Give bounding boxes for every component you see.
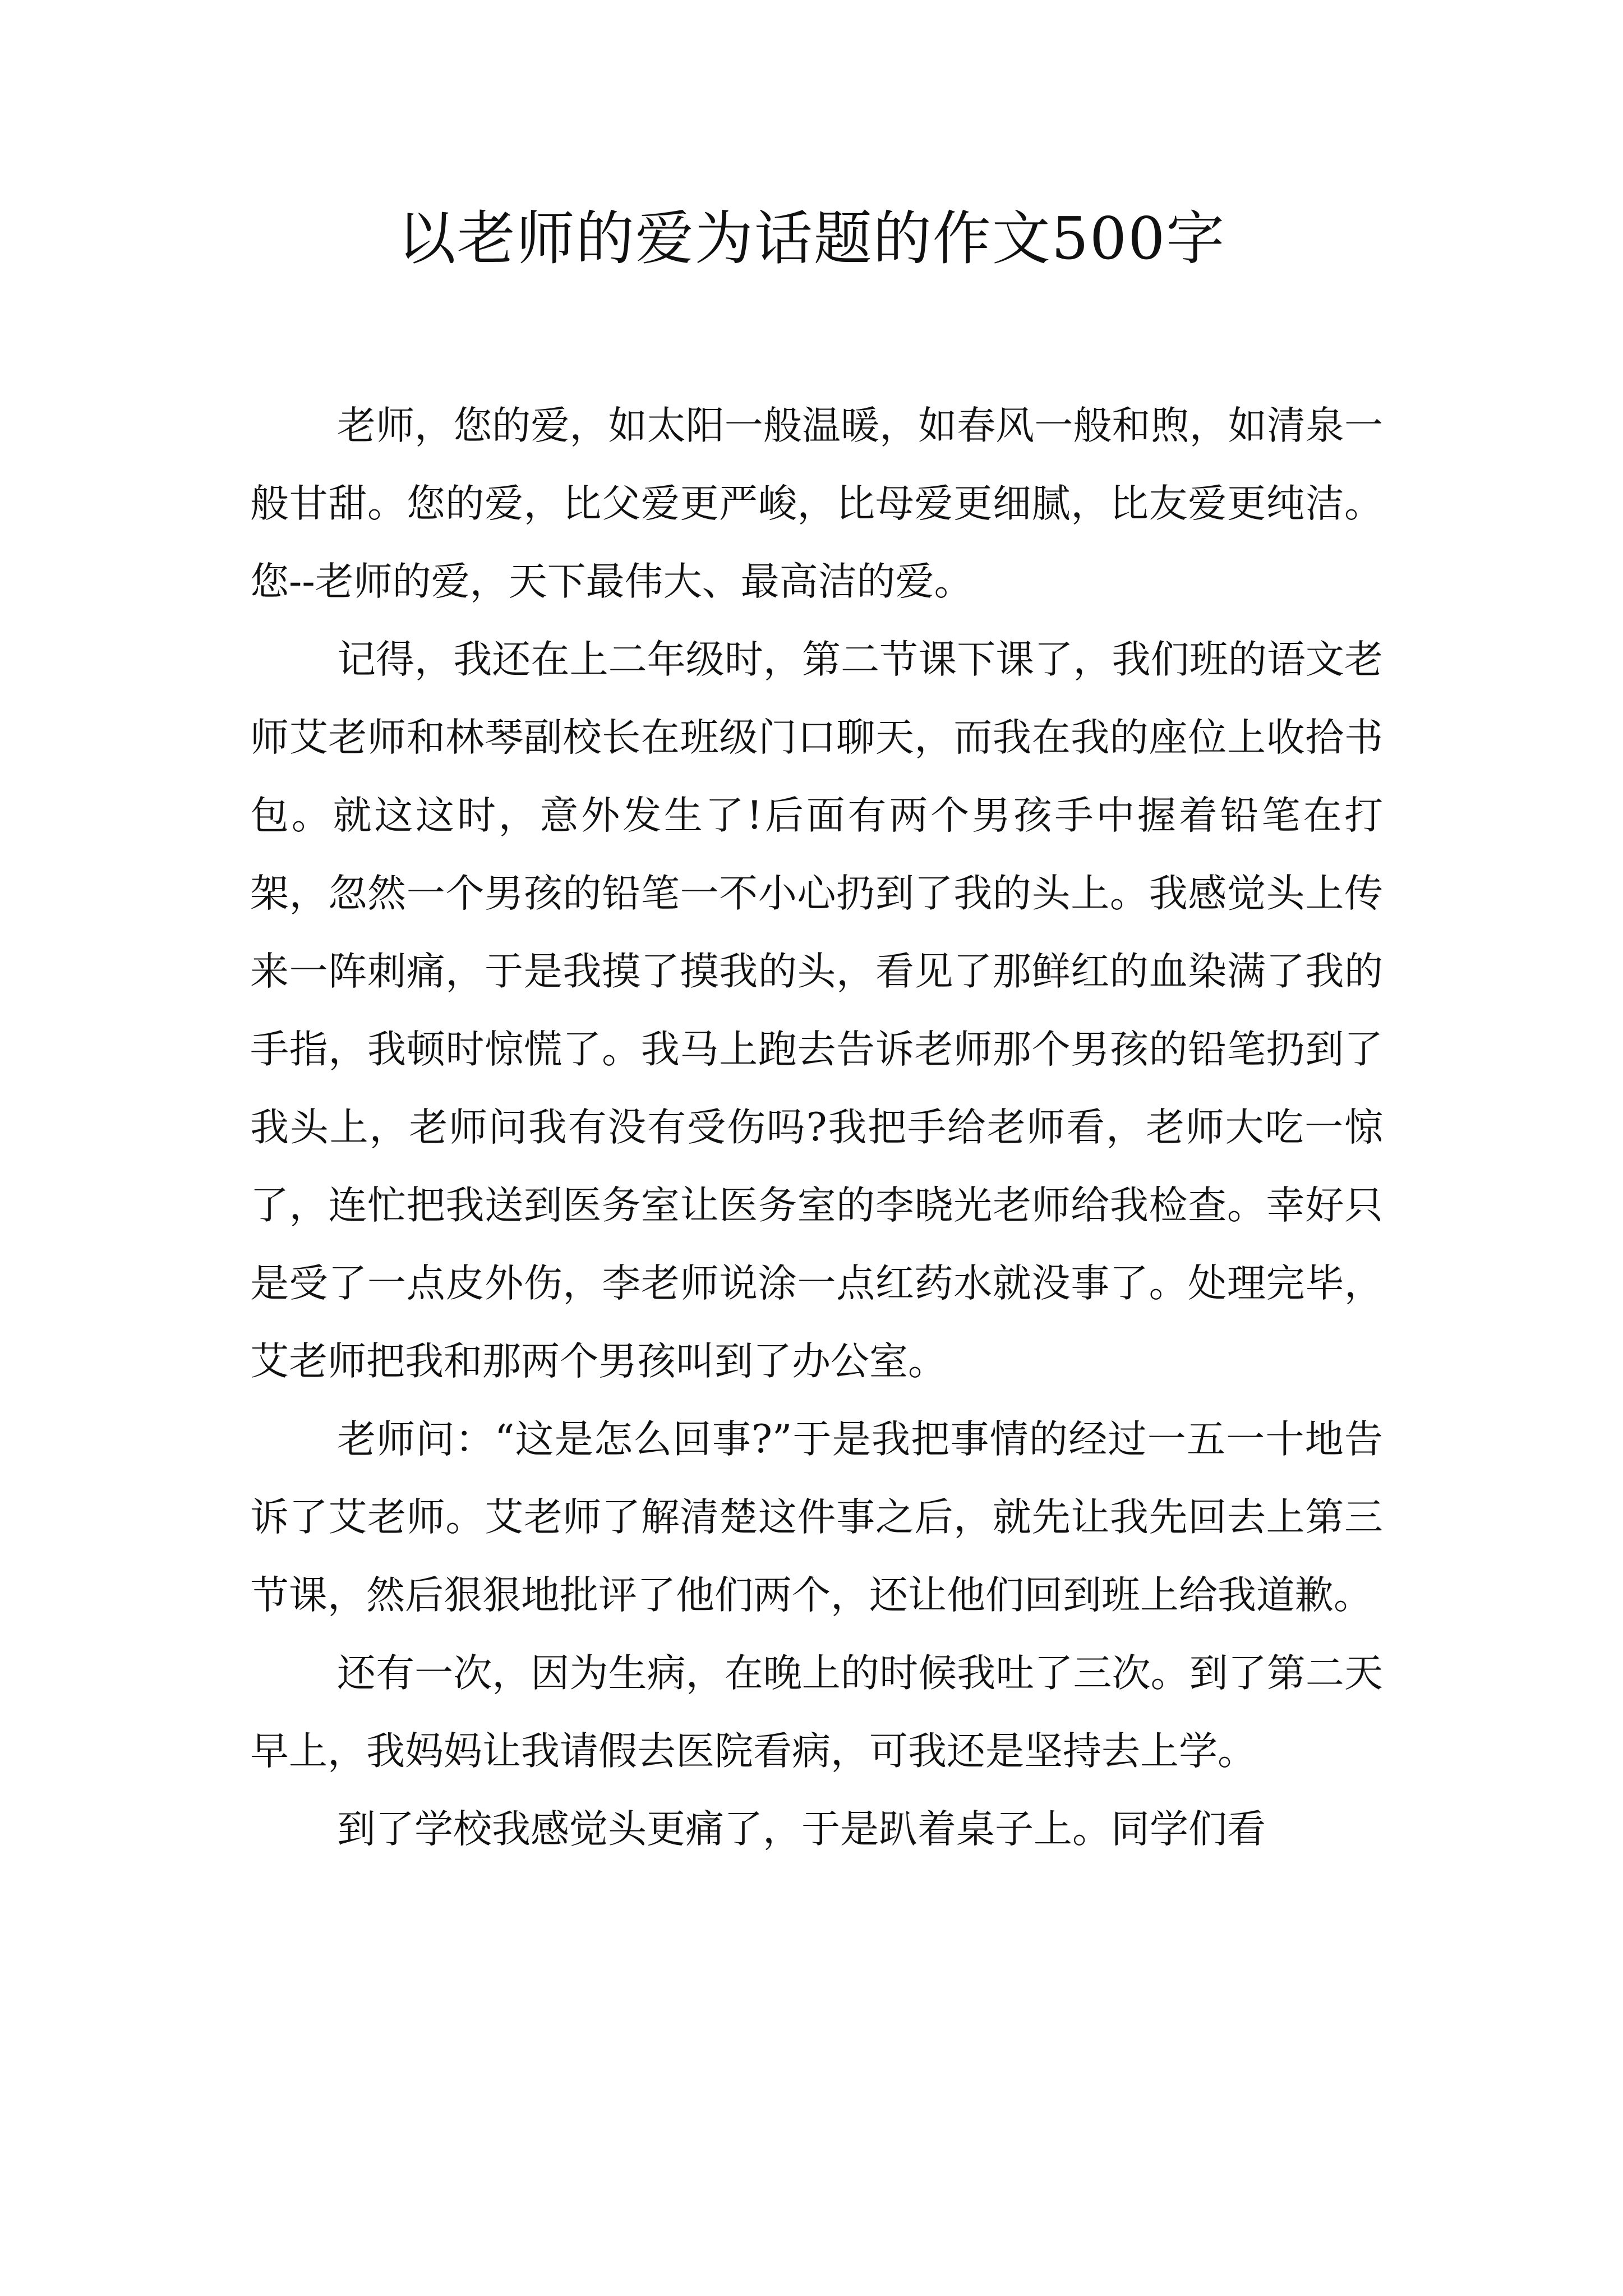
paragraph-1: 老师，您的爱，如太阳一般温暖，如春风一般和煦，如清泉一般甘甜。您的爱，比父爱更严峻，比母爱更细腻，比友爱更纯洁。您--老师的爱，天下最伟大、最高洁的爱。 — [250, 403, 1383, 604]
paragraph-2: 记得，我还在上二年级时，第二节课下课了，我们班的语文老师艾老师和林琴副校长在班级门口聊天，而我在我的座位上收拾书包。就这这时，意外发生了!后面有两个男孩手中握着铅笔在打架，忽然一个男孩的铅笔一不小心扔到了我的头上。我感觉头上传来一阵刺痛，于是我摸了摸我的头，看见了那鲜红的血染满了我的手指，我顿时惊慌了。我马上跑去告诉老师那个男孩的铅笔扔到了我头上，老师问我有没有受伤吗?我把手给老师看，老师大吃一惊了，连忙把我送到医务室让医务室的李晓光老师给我检查。幸好只是受了一点皮外伤，李老师说涂一点红药水就没事了。处理完毕，艾老师把我和那两个男孩叫到了办公室。 — [250, 637, 1383, 1384]
paragraph-4: 还有一次，因为生病，在晚上的时候我吐了三次。到了第二天早上，我妈妈让我请假去医院看病，可我还是坚持去上学。 — [250, 1651, 1383, 1774]
paragraph-5: 到了学校我感觉头更痛了，于是趴着桌子上。同学们看 — [337, 1807, 1266, 1852]
paragraph-3: 老师问：“这是怎么回事?”于是我把事情的经过一五一十地告诉了艾老师。艾老师了解清楚这件事之后，就先让我先回去上第三节课，然后狠狠地批评了他们两个，还让他们回到班上给我道歉。 — [250, 1417, 1383, 1618]
document-body — [250, 387, 1383, 1869]
document-title: 以老师的爱为话题的作文500字 — [397, 204, 1226, 273]
